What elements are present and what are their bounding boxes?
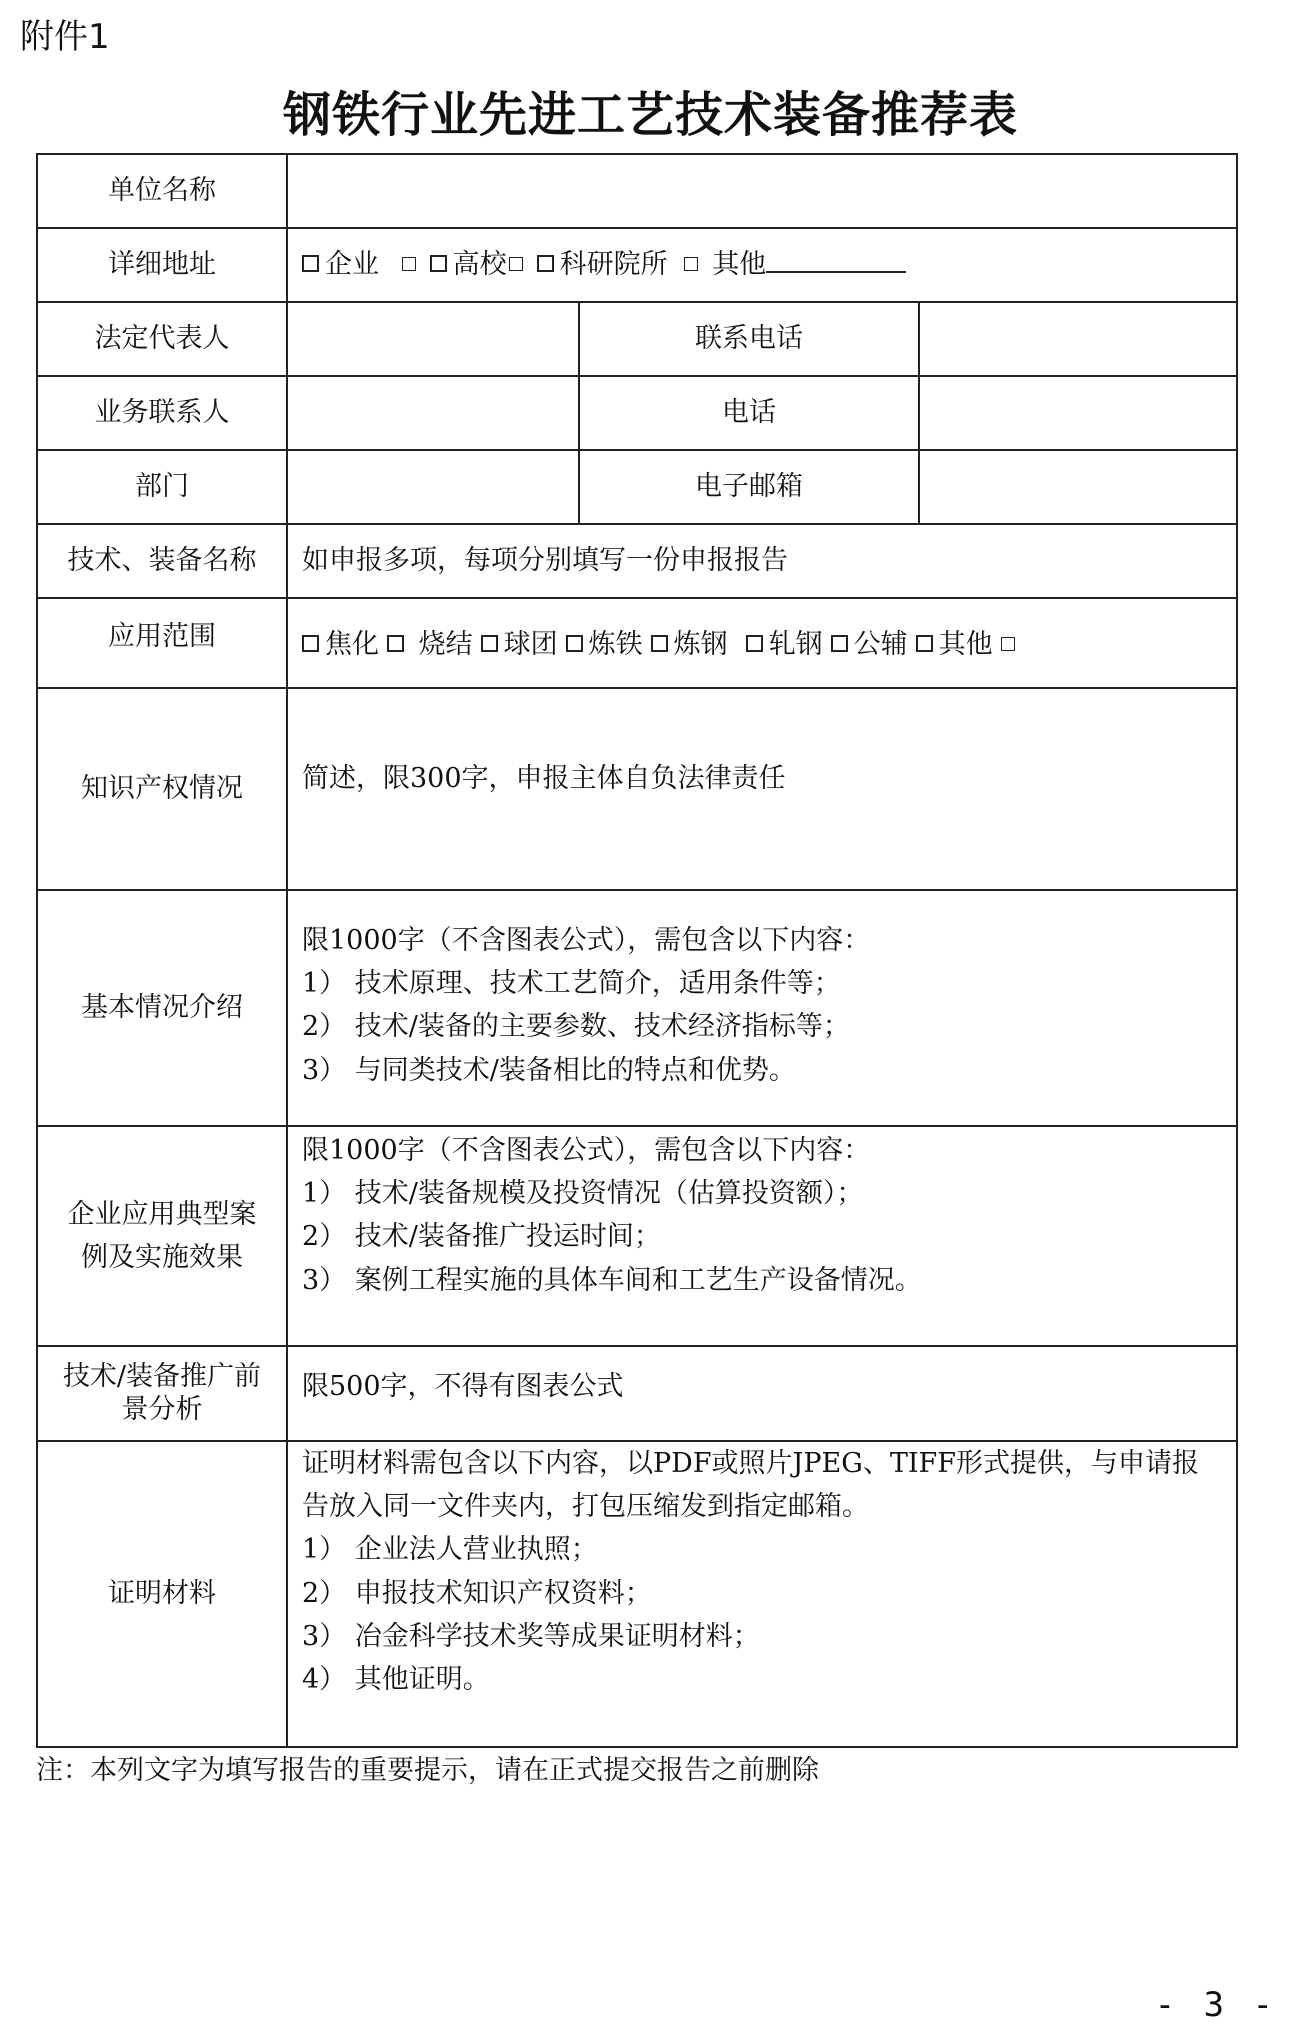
evidence-line: 2） 申报技术知识产权资料； [302, 1577, 652, 1609]
checkbox-icon[interactable] [537, 255, 554, 272]
checkbox-icon[interactable] [1001, 637, 1015, 651]
checkbox-icon[interactable] [916, 635, 933, 652]
checkbox-icon[interactable] [302, 635, 319, 652]
scope-options [287, 598, 1237, 688]
evidence-intro: 证明材料需包含以下内容，以PDF或照片JPEG、TIFF形式提供，与申请报告放入同一文件夹内，打包压缩发到指定邮箱。 [302, 1448, 1199, 1523]
row-prospect [37, 1346, 1237, 1441]
checkbox-icon[interactable] [684, 257, 698, 271]
row-department [37, 450, 1237, 524]
document-title: 钢铁行业先进工艺技术装备推荐表 [282, 87, 1018, 143]
cases-label: 企业应用典型案 例及实施效果 [37, 1126, 287, 1346]
cases-line: 限1000字（不含图表公式），需包含以下内容： [302, 1135, 871, 1166]
option-auxiliary[interactable]: 公辅 [831, 623, 908, 666]
business-contact-label: 业务联系人 [37, 376, 287, 450]
evidence-content[interactable] [287, 1441, 1237, 1747]
department-label: 部门 [37, 450, 287, 524]
ip-hint[interactable]: 简述，限300字，申报主体自负法律责任 [287, 688, 1237, 890]
basic-label: 基本情况介绍 [37, 890, 287, 1126]
cases-line: 1） 技术/装备规模及投资情况（估算投资额）； [302, 1178, 864, 1210]
checkbox-icon[interactable] [651, 635, 668, 652]
checkbox-icon[interactable] [430, 255, 447, 272]
legal-rep-field[interactable] [287, 302, 579, 376]
contact-phone-field[interactable] [919, 302, 1237, 376]
option-sintering[interactable]: 烧结 [387, 623, 473, 666]
row-legal-rep [37, 302, 1237, 376]
business-contact-field[interactable] [287, 376, 579, 450]
basic-line: 3） 与同类技术/装备相比的特点和优势。 [302, 1054, 796, 1086]
evidence-line: 1） 企业法人营业执照； [302, 1534, 598, 1566]
unit-name-field[interactable] [287, 154, 1237, 228]
checkbox-icon[interactable] [831, 635, 848, 652]
cases-line: 3） 案例工程实施的具体车间和工艺生产设备情况。 [302, 1264, 922, 1296]
row-cases [37, 1126, 1237, 1346]
option-enterprise[interactable]: 企业 [302, 243, 422, 286]
checkbox-icon[interactable] [509, 257, 523, 271]
basic-line: 限1000字（不含图表公式），需包含以下内容： [302, 925, 871, 956]
basic-line: 1） 技术原理、技术工艺简介，适用条件等； [302, 968, 841, 1000]
phone-field[interactable] [919, 376, 1237, 450]
option-coking[interactable]: 焦化 [302, 623, 379, 666]
phone-label: 电话 [579, 376, 919, 450]
checkbox-icon[interactable] [387, 635, 404, 652]
tech-name-hint[interactable]: 如申报多项，每项分别填写一份申报报告 [287, 524, 1237, 598]
checkbox-icon[interactable] [302, 255, 319, 272]
footnote: 注：本列文字为填写报告的重要提示，请在正式提交报告之前删除 [36, 1755, 819, 1786]
option-university[interactable]: 高校 [430, 243, 529, 286]
row-scope [37, 598, 1237, 688]
option-research-institute[interactable]: 科研院所 [537, 243, 705, 286]
basic-line: 2） 技术/装备的主要参数、技术经济指标等； [302, 1011, 850, 1043]
prospect-hint[interactable]: 限500字，不得有图表公式 [287, 1346, 1237, 1441]
option-other[interactable]: 其他 [712, 243, 906, 286]
checkbox-icon[interactable] [566, 635, 583, 652]
checkbox-icon[interactable] [402, 257, 416, 271]
other-blank-line[interactable] [766, 245, 906, 273]
checkbox-icon[interactable] [481, 635, 498, 652]
address-options [287, 228, 1237, 302]
contact-phone-label: 联系电话 [579, 302, 919, 376]
evidence-line: 3） 冶金科学技术奖等成果证明材料； [302, 1620, 760, 1652]
scope-label: 应用范围 [37, 598, 287, 688]
row-evidence [37, 1441, 1237, 1747]
cases-line: 2） 技术/装备推广投运时间； [302, 1221, 661, 1253]
row-address [37, 228, 1237, 302]
department-field[interactable] [287, 450, 579, 524]
checkbox-icon[interactable] [746, 635, 763, 652]
option-rolling[interactable]: 轧钢 [746, 623, 823, 666]
email-label: 电子邮箱 [579, 450, 919, 524]
row-tech-name [37, 524, 1237, 598]
recommendation-form [36, 153, 1238, 1748]
evidence-label: 证明材料 [37, 1441, 287, 1747]
option-ironmaking[interactable]: 炼铁 [566, 623, 643, 666]
row-ip [37, 688, 1237, 890]
ip-label: 知识产权情况 [37, 688, 287, 890]
option-steelmaking[interactable]: 炼钢 [651, 623, 728, 666]
prospect-label: 技术/装备推广前 景分析 [37, 1346, 287, 1441]
row-contact [37, 376, 1237, 450]
option-other-scope[interactable]: 其他 [916, 623, 1022, 666]
unit-name-label: 单位名称 [37, 154, 287, 228]
evidence-line: 4） 其他证明。 [302, 1663, 490, 1695]
address-label: 详细地址 [37, 228, 287, 302]
cases-content[interactable] [287, 1126, 1237, 1346]
page-number: - 3 - [1154, 1985, 1277, 2025]
legal-rep-label: 法定代表人 [37, 302, 287, 376]
row-unit-name [37, 154, 1237, 228]
email-field[interactable] [919, 450, 1237, 524]
tech-name-label: 技术、装备名称 [37, 524, 287, 598]
basic-content[interactable] [287, 890, 1237, 1126]
row-basic [37, 890, 1237, 1126]
option-pellet[interactable]: 球团 [481, 623, 558, 666]
attachment-label: 附件1 [20, 17, 110, 57]
